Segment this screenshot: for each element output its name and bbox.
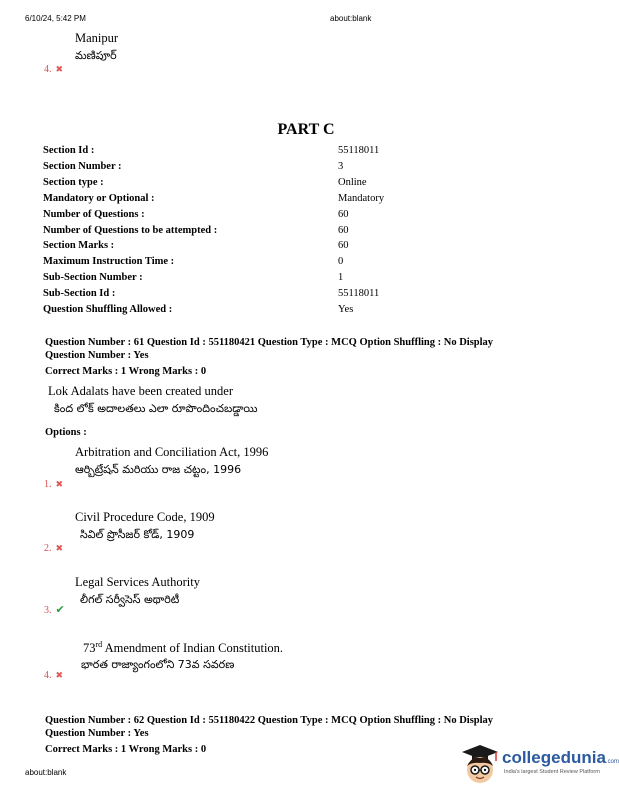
print-url: about:blank <box>330 14 372 23</box>
section-meta-value: Mandatory <box>338 192 385 204</box>
brand-tagline: India's largest Student Review Platform <box>504 769 600 775</box>
q61-marks: Correct Marks : 1 Wrong Marks : 0 <box>45 366 207 377</box>
print-footer-url: about:blank <box>25 768 67 777</box>
option-number: 1. <box>44 479 52 490</box>
option-number: 4. <box>44 64 52 75</box>
q61-option4-marker <box>44 665 63 683</box>
section-meta-value: Yes <box>338 304 354 315</box>
wrong-x-icon: ✖ <box>55 671 64 681</box>
brand-tld: .com <box>605 759 619 765</box>
q62-header-line1: Question Number : 62 Question Id : 551180422 Question Type : MCQ Option Shuffling : No Display <box>45 715 494 726</box>
q61-question-english: Lok Adalats have been created under <box>48 384 233 398</box>
option-number: 4. <box>44 670 52 681</box>
section-meta-value: 1 <box>338 272 344 284</box>
brand-wordmark <box>502 748 619 768</box>
section-meta-label: Number of Questions : <box>43 208 145 220</box>
section-meta-label: Section Number : <box>43 160 122 172</box>
section-meta-label: Number of Questions to be attempted : <box>43 224 218 236</box>
section-meta-value: Online <box>338 176 367 188</box>
section-meta-label: Section Marks : <box>43 240 115 252</box>
section-meta-value: 55118011 <box>338 145 380 156</box>
wrong-x-icon: ✖ <box>55 65 64 75</box>
mascot-icon <box>458 742 502 788</box>
wrong-x-icon: ✖ <box>55 480 64 490</box>
section-meta-label: Mandatory or Optional : <box>43 192 155 204</box>
option4-ordinal-suffix: rd <box>95 640 103 649</box>
option-number: 3. <box>44 605 52 616</box>
section-meta-label: Section type : <box>43 176 104 188</box>
prev-option-telugu: మణిపూర్ <box>75 49 117 62</box>
q61-option2-english: Civil Procedure Code, 1909 <box>75 510 215 524</box>
section-meta-label: Sub-Section Id : <box>43 288 116 300</box>
q61-header-line2: Question Number : Yes <box>45 350 149 361</box>
section-meta-value: 60 <box>338 240 349 252</box>
section-title: PART C <box>277 121 335 138</box>
q62-marks: Correct Marks : 1 Wrong Marks : 0 <box>45 744 207 755</box>
q61-option3-marker <box>44 600 65 618</box>
wrong-x-icon: ✖ <box>55 544 64 554</box>
brand-name: collegedunia <box>502 748 606 767</box>
q61-option2-marker <box>44 538 63 556</box>
q61-question-telugu: కింద లోక్ అదాలతలు ఎలా రూపొందించబడ్డాయి <box>54 402 258 415</box>
q61-option3-english: Legal Services Authority <box>75 575 200 589</box>
section-meta-label: Section Id : <box>43 145 95 156</box>
section-meta-label: Question Shuffling Allowed : <box>43 304 173 315</box>
section-meta-value: 55118011 <box>338 288 380 300</box>
q62-header-line2: Question Number : Yes <box>45 728 149 739</box>
q61-options-label: Options : <box>45 427 87 438</box>
section-meta-value: 3 <box>338 160 344 172</box>
q61-option3-telugu: లీగల్ సర్వీసెస్ అథారిటీ <box>80 593 180 606</box>
q61-option2-telugu: సివిల్ ప్రొసీజర్ కోడ్, 1909 <box>80 528 195 541</box>
section-meta-label: Sub-Section Number : <box>43 272 143 284</box>
section-meta-value: 60 <box>338 224 349 236</box>
q61-option1-marker <box>44 474 63 492</box>
section-meta-label: Maximum Instruction Time : <box>43 256 175 268</box>
q61-option4-english <box>83 640 283 656</box>
collegedunia-logo <box>458 742 619 788</box>
q61-option1-telugu: ఆర్బిట్రేషన్ మరియు రాజ చట్టం, 1996 <box>75 463 242 476</box>
prev-option-english: Manipur <box>75 31 119 45</box>
section-meta-value: 60 <box>338 208 349 220</box>
section-meta-value: 0 <box>338 256 344 268</box>
prev-option-marker <box>44 59 63 77</box>
correct-check-icon: ✔ <box>55 603 65 616</box>
q61-option1-english: Arbitration and Conciliation Act, 1996 <box>75 445 269 459</box>
q61-header-line1: Question Number : 61 Question Id : 551180421 Question Type : MCQ Option Shuffling : No Display <box>45 337 494 348</box>
print-datetime: 6/10/24, 5:42 PM <box>25 14 86 23</box>
q61-option4-telugu: భారత రాజ్యాంగంలోని 73వ సవరణ <box>81 658 235 671</box>
option-number: 2. <box>44 543 52 554</box>
option4-english-rest: Amendment of Indian Constitution. <box>102 641 284 656</box>
option4-ordinal-number: 73 <box>83 641 96 656</box>
